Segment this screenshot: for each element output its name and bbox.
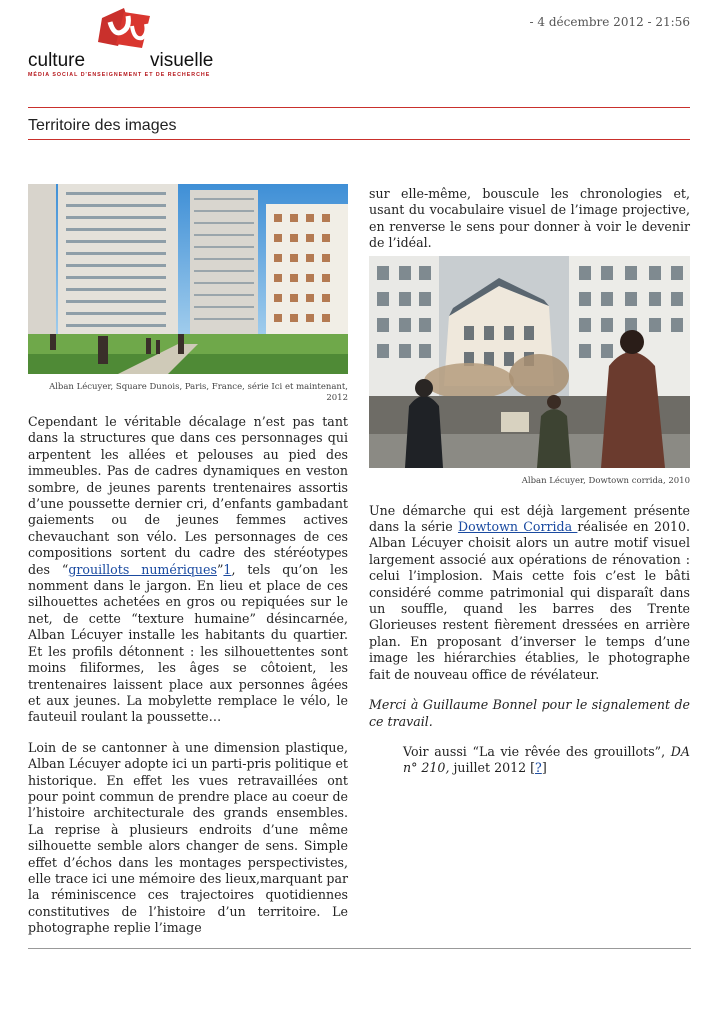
see-also — [369, 744, 690, 777]
paragraph-text: ” — [216, 561, 224, 577]
photo-square-dunois-image — [28, 184, 348, 374]
footer-divider — [28, 948, 691, 949]
see-also-text: Voir aussi “La vie rêvée des grouillots”, — [403, 743, 671, 759]
see-also-text: juillet 2012 [ — [449, 760, 536, 776]
paragraph — [28, 414, 348, 726]
see-also-text: ] — [541, 760, 547, 776]
logo-word-culture: culture — [28, 50, 86, 71]
logo-badge-icon — [94, 6, 154, 54]
thanks-note: Merci à Guillaume Bonnel pour le signalement de ce travail. — [369, 697, 690, 729]
grouillots-link[interactable]: grouillots numériques — [68, 561, 217, 577]
figure-caption: Alban Lécuyer, Square Dunois, Paris, France, série Ici et maintenant, 2012 — [49, 382, 348, 403]
footnote-link[interactable]: 1 — [223, 561, 232, 577]
header-divider — [28, 107, 690, 108]
paragraph-text: Cependant le véritable décalage n’est pas tant dans la structures que dans ces personnages qui arpentent les allées et pelouses au pied des immeubles. Pas de cadres dynamiques en veston sombre, de jeunes parents trentenaires assortis d’une poussette dernier cri, d’enfants gambadant gaiements ou de jeunes femmes actives chevauchant son vélo. Les personnages de ces compositions sortent du cadre des stéréotypes des “ — [28, 414, 348, 577]
post-date: - 4 décembre 2012 - 21:56 — [529, 15, 690, 29]
logo-tagline: MÉDIA SOCIAL D'ENSEIGNEMENT ET DE RECHERCHE — [28, 72, 211, 78]
section-title[interactable]: Territoire des images — [28, 117, 177, 134]
paragraph: sur elle-même, bouscule les chronologies et, usant du vocabulaire visuel de l’image projective, en renverse le sens pour donner à voir le devenir de l’idéal. — [369, 186, 690, 251]
photo-square-dunois[interactable] — [28, 184, 348, 374]
right-column — [369, 186, 690, 791]
figure-caption: Alban Lécuyer, Dowtown corrida, 2010 — [521, 475, 690, 486]
paragraph-text: réalisée en 2010. Alban Lécuyer choisit alors un autre motif visuel largement associé aux opérations de rénovation : celui l’implosion. Mais cette fois c’est le bâti considéré comme patrimonial qui disparaît dans un souffle, quand les barres des Trente Glorieuses restent fièrement dressées en arrière plan. En proposant d’inverser le temps d’une image les hiérarchies établies, le photographe fait de nouveau office de révélateur. — [369, 519, 691, 682]
paragraph — [369, 503, 690, 683]
photo-dowtown-corrida-image — [369, 256, 690, 468]
dowtown-corrida-link[interactable]: Dowtown Corrida — [457, 519, 578, 535]
paragraph-text: Une démarche qui est déjà largement présente dans la série — [369, 502, 690, 535]
section-divider — [28, 139, 690, 140]
see-also-link[interactable]: ? — [535, 760, 542, 776]
left-column — [28, 184, 348, 951]
see-also-publication: DA n° 210, — [403, 743, 690, 776]
paragraph: Loin de se cantonner à une dimension plastique, Alban Lécuyer adopte ici un parti-pris politique et historique. En effet les vues retravaillées ont pour point commun de prendre place au coeur de l’histoire architecturale des grands ensembles. La reprise à plusieurs endroits d’une même silhouette semble alors changer de sens. Simple effet d’échos dans les montages perspectivistes, elle trace ici une mémoire des lieux,marquant par la réminiscence ces trajectoires quotidiennes constitutives de l’histoire d’un territoire. Le photographe replie l’image — [28, 739, 348, 936]
logo-word-visuelle: visuelle — [150, 50, 214, 71]
site-logo[interactable] — [28, 6, 238, 80]
paragraph-text: , tels qu’on les nomment dans le jargon. En lieu et place de ces silhouettes achetées en gros ou repiquées sur le net, de cette “texture humaine” désincarnée, Alban Lécuyer installe les habitants du quartier. Et les profils détonnent : les silhouettentes sont moins filiformes, les âges se côtoient, les trentenaires laissent place aux personnes âgées et aux jeunes. La mobylette remplace le vélo, le fauteuil roulant la poussette… — [28, 561, 348, 725]
photo-dowtown-corrida[interactable] — [369, 256, 690, 468]
